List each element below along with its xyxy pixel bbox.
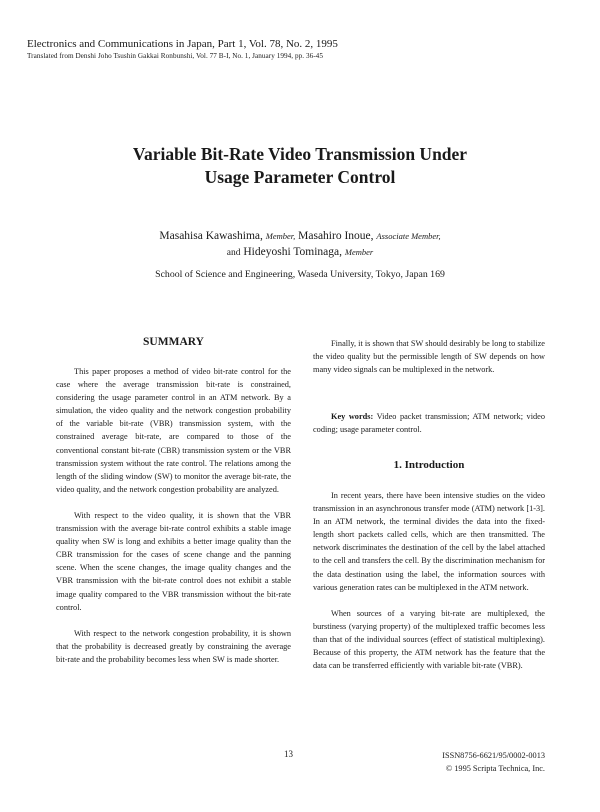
keywords-label: Key words: [331, 412, 374, 421]
summary-paragraph: With respect to the network congestion probability, it is shown that the probability is decreased greatly by constraining the average bit-rate and the probability becomes less when SW is made shorter. [56, 628, 291, 664]
summary-heading: SUMMARY [143, 336, 204, 348]
issn: ISSN8756-6621/95/0002-0013 [442, 751, 545, 760]
paper-title [0, 143, 600, 189]
issn-block [418, 749, 545, 775]
author-role: Member [344, 247, 374, 257]
keywords [313, 410, 545, 436]
title-line-1: Variable Bit-Rate Video Transmission Under [132, 144, 468, 164]
summary-paragraph: With respect to the video quality, it is shown that the VBR transmission with the average bit-rate control exhibits a stable image quality when SW is long and exhibits a better image quality than the CBR transmission for the cases of scene change and the panning scene. When the scene changes, the image quality changes and the VBR transmission with the bit-rate control does not exhibit a stable image quality compared to the VBR transmission without the bit-rate control. [56, 510, 291, 612]
intro-paragraph: In recent years, there have been intensive studies on the video transmission in an asynchronous transfer mode (ATM) network [1-3]. In an ATM network, the terminal divides the data into the fixed-length short packets called cells, which are then transmitted. The network discriminates the destination of the cell by the label attached to the cell and transfers the cell. By the discrimination mechanism for the data destination using the label, the information sources with various generation rates can be multiplexed in the ATM network. [313, 491, 545, 592]
translation-note: Translated from Denshi Joho Tsushin Gakkai Ronbunshi, Vol. 77 B-I, No. 1, January 1994, pp. 36-45 [27, 52, 323, 60]
affiliation: School of Science and Engineering, Waseda University, Tokyo, Japan 169 [155, 269, 445, 280]
summary-paragraph: This paper proposes a method of video bit-rate control for the case where the average transmission bit-rate is constrained, considering the usage parameter control in an ATM network. By a simulation, the video quality and the network congestion probability of the variable bit-rate (VBR) transmission system, with the constrained average bit-rate, are compared to those of the conventional constant bit-rate (CBR) transmission system or the VBR transmission system without the rate control. The relations among the length of the sliding window (SW) to monitor the average bit-rate, the video quality, and the network congestion probability are analyzed. [56, 367, 291, 494]
keywords-text: Video packet transmission; ATM network; video coding; usage parameter control. [313, 412, 545, 435]
introduction-body [313, 489, 545, 672]
author-role: Member, [265, 231, 296, 241]
summary-left-column [56, 365, 291, 666]
author-name: Masahisa Kawashima, [159, 230, 263, 242]
page-number: 13 [284, 749, 293, 759]
title-line-2: Usage Parameter Control [204, 167, 396, 187]
author-name: Hideyoshi Tominaga, [243, 246, 343, 258]
introduction-heading: 1. Introduction [393, 459, 465, 471]
journal-citation: Electronics and Communications in Japan, Part 1, Vol. 78, No. 2, 1995 [27, 38, 338, 50]
copyright: © 1995 Scripta Technica, Inc. [445, 764, 545, 773]
summary-paragraph: Finally, it is shown that SW should desirably be long to stabilize the video quality but the permissible length of SW depends on how many video signals can be multiplexed in the network. [313, 339, 545, 375]
summary-right-column [313, 337, 545, 376]
author-name: Masahiro Inoue, [298, 230, 374, 242]
authors-line-1 [0, 230, 600, 242]
author-role: Associate Member, [376, 231, 441, 241]
intro-paragraph: When sources of a varying bit-rate are multiplexed, the burstiness (varying property) of the multiplexed traffic becomes less than that of the individual sources (effect of statistical multiplexing). Because of this property, the ATM network has the feature that the data can be transferred efficiently with variable bit-rate (VBR). [313, 608, 545, 671]
author-and: and [226, 248, 241, 258]
authors-line-2 [0, 246, 600, 258]
